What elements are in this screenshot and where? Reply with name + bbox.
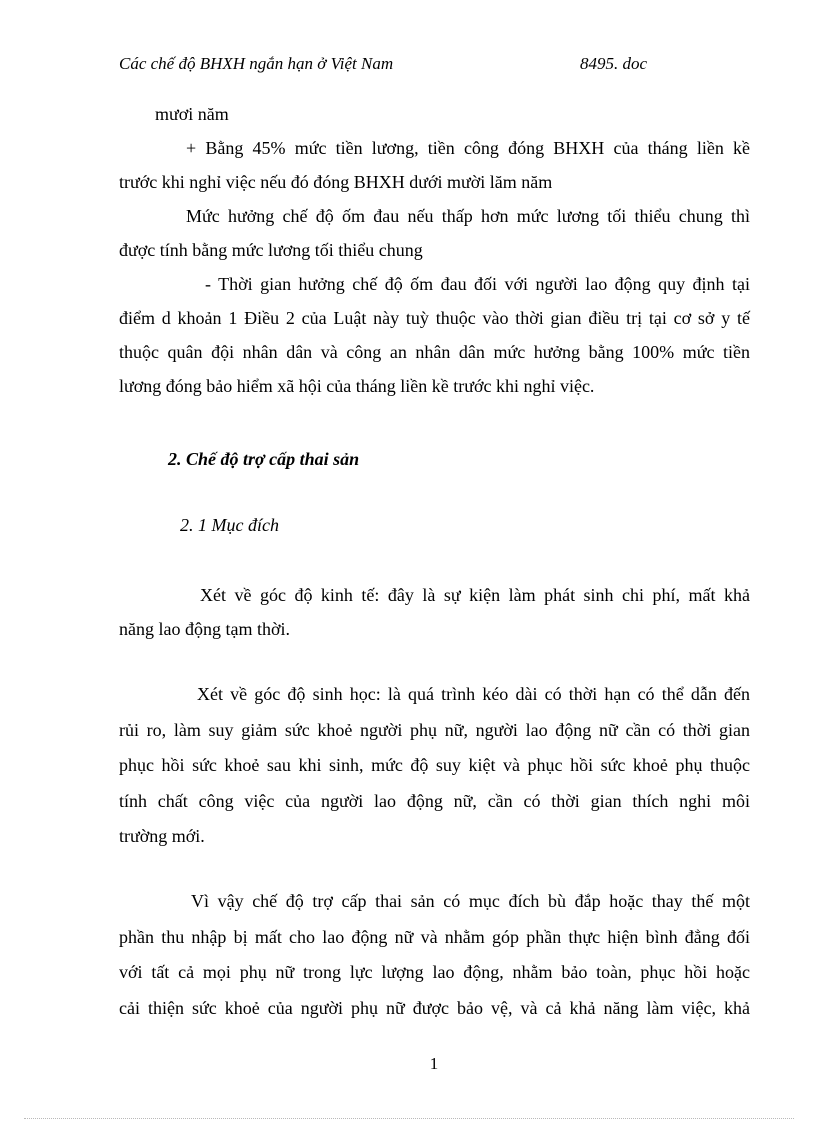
page-bottom-divider — [24, 1118, 794, 1119]
paragraph-economic — [119, 578, 750, 646]
text-line: điểm d khoản 1 Điều 2 của Luật này tuỳ thuộc vào thời gian điều trị tại cơ sở y tế — [119, 308, 750, 328]
text-line: rủi ro, làm suy giảm sức khoẻ người phụ nữ, người lao động nữ cần có thời gian — [119, 719, 750, 740]
text-line: Xét về góc độ kinh tế: đây là sự kiện làm phát sinh chi phí, mất khả — [200, 585, 750, 605]
paragraph-biological — [119, 677, 750, 855]
text-line: + Bằng 45% mức tiền lương, tiền công đóng BHXH của tháng liền kề — [186, 138, 750, 158]
page-number — [0, 1054, 816, 1074]
text-line: lương đóng bảo hiểm xã hội của tháng liền kề trước khi nghỉ việc. — [119, 376, 595, 396]
text-line: cải thiện sức khoẻ của người phụ nữ được bảo vệ, và cả khả năng làm việc, khả — [119, 997, 750, 1018]
text-line: phục hồi sức khoẻ sau khi sinh, mức độ suy kiệt và phục hồi sức khoẻ phụ thuộc — [119, 755, 750, 775]
section-heading: 2. Chế độ trợ cấp thai sản — [168, 449, 360, 469]
subsection-heading: 2. 1 Mục đích — [180, 515, 279, 535]
text-line: Vì vậy chế độ trợ cấp thai sản có mục đích bù đắp hoặc thay thế một — [191, 891, 750, 911]
text-line: với tất cả mọi phụ nữ trong lực lượng lao động, nhằm bảo toàn, phục hồi hoặc — [119, 962, 750, 982]
text-line: Mức hưởng chế độ ốm đau nếu thấp hơn mức lương tối thiểu chung thì — [186, 206, 750, 226]
header-document-title: Các chế độ BHXH ngắn hạn ở Việt Nam — [119, 54, 394, 73]
text-line: được tính bằng mức lương tối thiểu chung — [119, 240, 423, 260]
text-line: tính chất công việc của người lao động nữ, cần có thời gian thích nghi môi — [119, 790, 750, 811]
paragraph-sickness-benefit — [119, 97, 750, 403]
text-line: trước khi nghỉ việc nếu đó đóng BHXH dưới mười lăm năm — [119, 172, 553, 192]
page-number-value: 1 — [429, 1054, 439, 1073]
text-line: năng lao động tạm thời. — [119, 619, 290, 639]
text-line: trường mới. — [119, 826, 205, 846]
paragraph-purpose — [119, 884, 750, 1026]
header-filename: 8495. doc — [580, 54, 648, 73]
text-line: phần thu nhập bị mất cho lao động nữ và nhằm góp phần thực hiện bình đẳng đối — [119, 926, 750, 947]
text-line: Xét về góc độ sinh học: là quá trình kéo dài có thời hạn có thể dẫn đến — [197, 684, 750, 704]
text-line: - Thời gian hưởng chế độ ốm đau đối với người lao động quy định tại — [205, 274, 750, 294]
text-line: thuộc quân đội nhân dân và công an nhân dân mức hưởng bằng 100% mức tiền — [119, 342, 750, 362]
text-line: mươi năm — [155, 104, 229, 124]
